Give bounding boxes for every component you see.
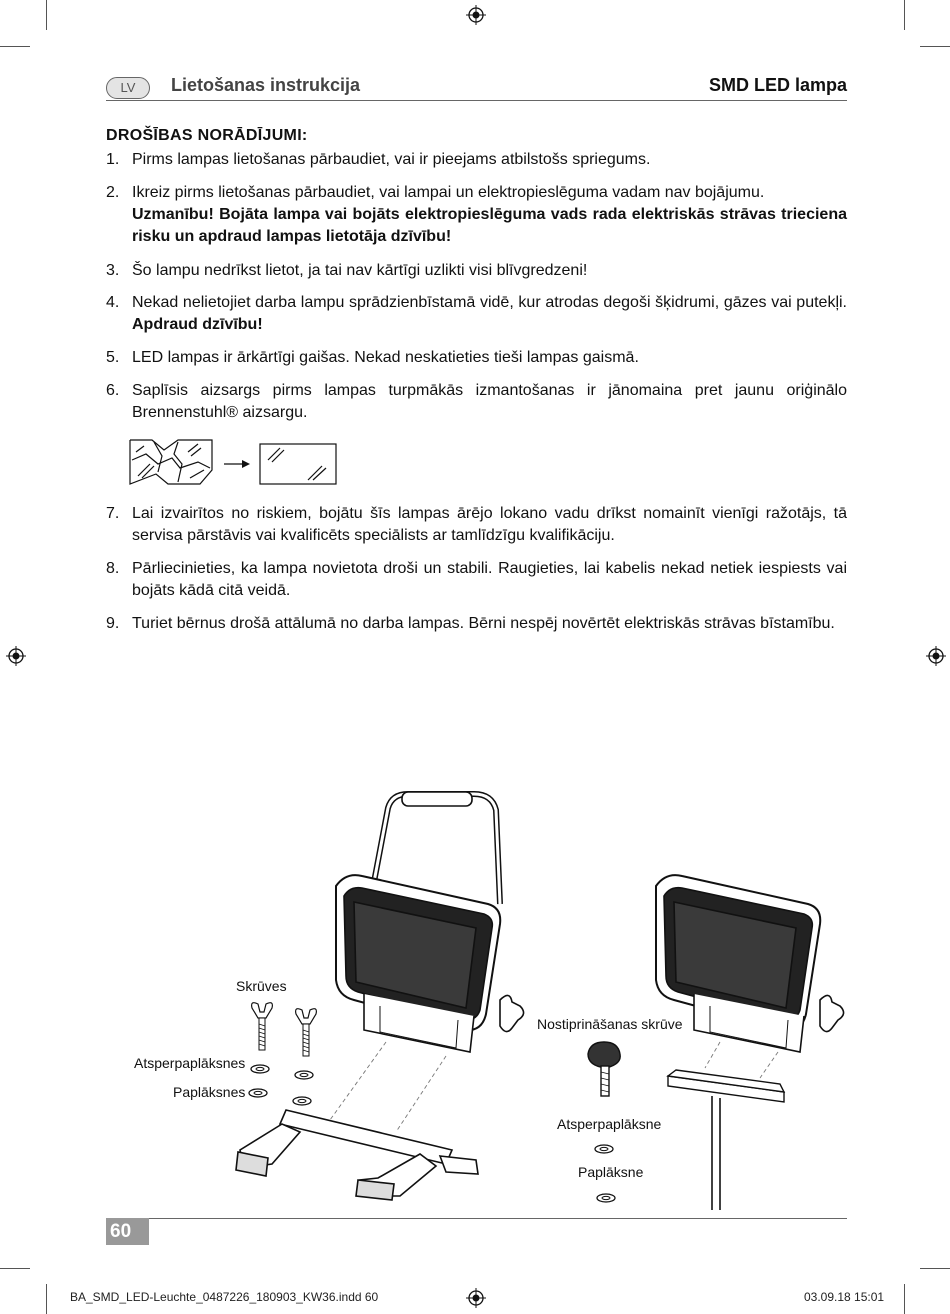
item-number: 2. (106, 184, 120, 201)
product-title: SMD LED lampa (708, 75, 847, 95)
crop-mark (46, 1284, 47, 1314)
item-text: Turiet bērnus drošā attālumā no darba lampas. Bērni nespēj novērtēt elektriskās strāvas bīstamību. (132, 615, 835, 632)
warning-text: Apdraud dzīvību! (132, 316, 263, 333)
list-item (106, 149, 847, 171)
crop-mark (904, 1284, 905, 1314)
crop-mark (46, 0, 47, 30)
header-divider (106, 100, 847, 101)
lamp-assembly-illustration (0, 780, 950, 1210)
crop-mark (920, 1268, 950, 1269)
item-number: 5. (106, 349, 120, 366)
lamp-without-handle (656, 875, 844, 1052)
section-title: DROŠĪBAS NORĀDĪJUMI: (106, 127, 308, 144)
registration-mark-icon (466, 5, 486, 25)
label-spring-washer: Atsperpaplāksne (557, 1116, 662, 1132)
item-text: Lai izvairītos no riskiem, bojātu šīs lampas ārējo lokano vadu drīkst nomainīt vienīgi ražotājs, tā servisa pārstāvis vai kvalificēts speciālists ar tamlīdzīgu kvalifikāciju. (132, 505, 847, 544)
pole-bracket (668, 1070, 784, 1210)
label-washer: Paplāksne (578, 1164, 644, 1180)
crop-mark (904, 0, 905, 30)
list-item (106, 292, 847, 336)
list-item (106, 347, 847, 369)
label-washers: Paplāksnes (173, 1084, 246, 1100)
list-item (106, 613, 847, 635)
item-text: Pirms lampas lietošanas pārbaudiet, vai ir pieejams atbilstošs spriegums. (132, 151, 651, 168)
label-fixing-screw: Nostiprināšanas skrūve (537, 1016, 683, 1032)
item-number: 9. (106, 615, 120, 632)
list-item (106, 503, 847, 547)
label-spring-washers: Atsperpaplāksnes (134, 1055, 246, 1071)
label-screws: Skrūves (236, 978, 287, 994)
fixing-screw (588, 1042, 620, 1096)
lamp-stand (236, 1110, 478, 1200)
list-item (106, 260, 847, 282)
registration-mark-icon (466, 1288, 486, 1308)
item-text: Nekad nelietojiet darba lampu sprādzienbīstamā vidē, kur atrodas degoši šķidrumi, gāzes vai putekļi. (132, 294, 847, 311)
manual-title: Lietošanas instrukcija (171, 75, 361, 95)
item-number: 4. (106, 294, 120, 311)
crop-mark (0, 46, 30, 47)
crop-mark (0, 1268, 30, 1269)
glass-replacement-illustration (128, 434, 340, 488)
warning-text: Uzmanību! Bojāta lampa vai bojāts elektropieslēguma vads rada elektriskās strāvas trieciena risku un apdraud lampas lietotāja dzīvību! (132, 206, 847, 245)
new-glass (260, 444, 336, 484)
item-number: 8. (106, 560, 120, 577)
item-text: LED lampas ir ārkārtīgi gaišas. Nekad neskatieties tieši lampas gaismā. (132, 349, 639, 366)
print-slug-date: 03.09.18 15:01 (804, 1290, 885, 1304)
item-text: Pārliecinieties, ka lampa novietota droši un stabili. Raugieties, lai kabelis nekad netiek iespiests vai bojāts kādā citā veidā. (132, 560, 847, 599)
print-slug-file: BA_SMD_LED-Leuchte_0487226_180903_KW36.indd 60 (70, 1290, 379, 1304)
list-item (106, 558, 847, 602)
item-text: Šo lampu nedrīkst lietot, ja tai nav kārtīgi uzlikti visi blīvgredzeni! (132, 262, 588, 279)
registration-mark-icon (926, 646, 946, 666)
list-item (106, 182, 847, 248)
registration-mark-icon (6, 646, 26, 666)
arrow-right-icon (224, 460, 250, 468)
footer-divider (106, 1218, 847, 1219)
item-text: Ikreiz pirms lietošanas pārbaudiet, vai lampai un elektropieslēguma vadam nav bojājumu. (132, 184, 765, 201)
page-number: 60 (106, 1218, 149, 1245)
item-text: Saplīsis aizsargs pirms lampas turpmākās izmantošanas ir jānomaina pret jaunu oriģinālo Brennenstuhl® aizsargu. (132, 382, 847, 421)
crop-mark (920, 46, 950, 47)
lamp-with-handle (336, 792, 524, 1052)
item-number: 3. (106, 262, 120, 279)
item-number: 6. (106, 382, 120, 399)
item-number: 7. (106, 505, 120, 522)
list-item (106, 380, 847, 424)
language-badge: LV (106, 77, 150, 99)
item-number: 1. (106, 151, 120, 168)
